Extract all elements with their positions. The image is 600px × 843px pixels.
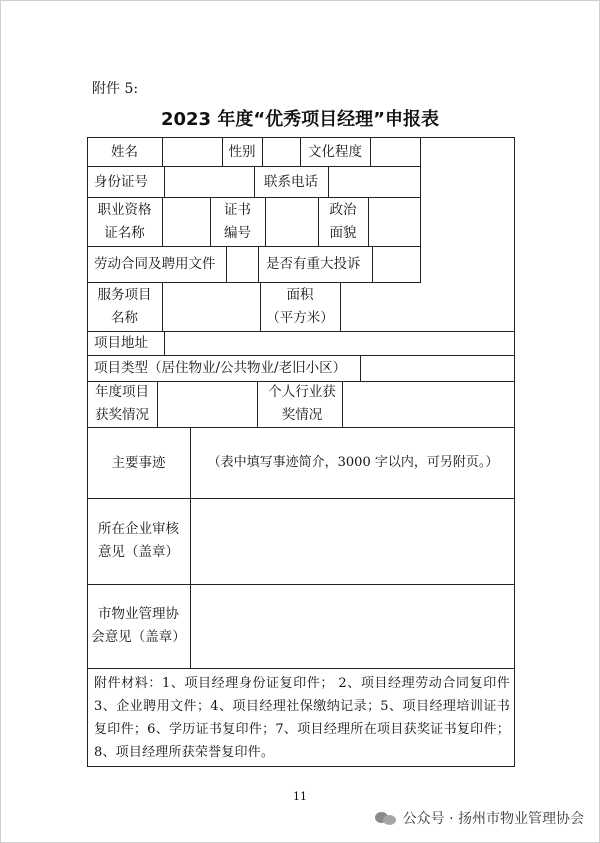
political-status-line-1: 政治 [329,201,357,218]
table-v-rule [164,331,165,356]
table-h-rule [87,137,515,138]
table-v-rule [370,137,371,167]
project-name-label [87,282,162,331]
table-v-rule [164,166,165,198]
project-type-label: 项目类型（居住物业/公共物业/老旧小区） [94,360,347,376]
association-opinion-line-1: 市物业管理协 [98,606,179,622]
annual-award-line-1: 年度项目 [95,384,149,400]
cert-number-line-2: 编号 [224,224,251,241]
area-line-1: 面积 [286,286,314,303]
wechat-icon [375,810,397,826]
area-line-2: （平方米） [266,309,334,326]
project-address-label: 项目地址 [94,335,148,351]
cert-number-line-1: 证书 [224,201,251,218]
table-h-rule [87,331,515,332]
name-label: 姓名 [111,143,138,160]
table-v-rule [372,246,373,283]
table-v-rule [222,137,223,167]
table-v-rule [368,197,369,247]
attachments-text: 附件材料：1、项目经理身份证复印件； 2、项目经理劳动合同复印件 3、企业聘用文件；4、项目经理社保缴纳记录；5、项目经理培训证书复印件；6、学历证书复印件；7、项目经理所在项目获奖证书复印件；8、项目经理所获荣誉复印件。 [94,676,510,760]
project-name-line-1: 服务项目 [97,286,152,303]
table-h-rule [87,427,515,428]
annual-award-line-2: 获奖情况 [95,407,149,423]
personal-award-line-2: 奖情况 [281,407,323,423]
company-review-line-2: 意见（盖章） [98,544,179,560]
qualification-line-2: 证名称 [104,224,145,241]
main-deeds-label: 主要事迹 [111,454,166,471]
table-h-rule [87,766,515,767]
project-name-line-2: 名称 [111,309,138,326]
table-h-rule [87,381,515,382]
form-title: 2023 年度“优秀项目经理”申报表 [160,109,440,130]
table-v-rule [258,246,259,283]
company-review-label [87,498,190,584]
table-h-rule [87,584,515,585]
area-label [260,282,340,331]
main-deeds-hint: （表中填写事迹简介，3000 字以内，可另附页。） [207,454,499,470]
gender-label: 性别 [228,143,256,160]
table-v-rule [257,381,258,428]
table-v-rule [157,381,158,428]
table-v-rule [162,197,163,247]
table-v-rule [318,197,319,247]
watermark-text: 公众号 · 扬州市物业管理协会 [402,811,584,827]
table-v-rule [254,166,255,198]
labor-contract-label: 劳动合同及聘用文件 [94,256,216,272]
table-v-rule [162,137,163,167]
association-opinion-label [87,584,190,668]
attachment-label: 附件 5: [92,81,139,97]
political-status-label [318,197,368,246]
table-v-rule [420,137,421,283]
qualification-name-label [87,197,162,246]
annual-award-label [87,381,157,427]
cert-number-label [210,197,265,246]
table-v-rule [262,137,263,167]
table-h-rule [87,668,515,669]
personal-award-line-1: 个人行业获 [268,384,336,400]
personal-award-label [262,381,342,427]
education-label: 文化程度 [308,143,362,160]
association-opinion-line-2: 会意见（盖章） [91,629,186,645]
table-h-rule [87,246,421,247]
id-number-label: 身份证号 [94,173,148,190]
table-v-rule [514,137,515,767]
phone-label: 联系电话 [264,173,318,190]
table-h-rule [87,355,515,356]
watermark [375,808,584,828]
table-v-rule [226,246,227,283]
table-v-rule [360,355,361,382]
table-v-rule [300,137,301,167]
table-v-rule [260,282,261,332]
table-v-rule [190,427,191,669]
table-v-rule [328,166,329,198]
table-h-rule [87,498,515,499]
table-v-rule [342,381,343,428]
table-v-rule [210,197,211,247]
page-number: 11 [293,790,307,803]
major-complaint-label: 是否有重大投诉 [266,256,361,272]
table-v-rule [87,137,88,767]
table-v-rule [340,282,341,332]
political-status-line-2: 面貌 [329,224,357,241]
qualification-line-1: 职业资格 [97,201,152,218]
table-v-rule [162,282,163,332]
company-review-line-1: 所在企业审核 [98,521,179,537]
table-v-rule [265,197,266,247]
table-h-rule [87,282,421,283]
